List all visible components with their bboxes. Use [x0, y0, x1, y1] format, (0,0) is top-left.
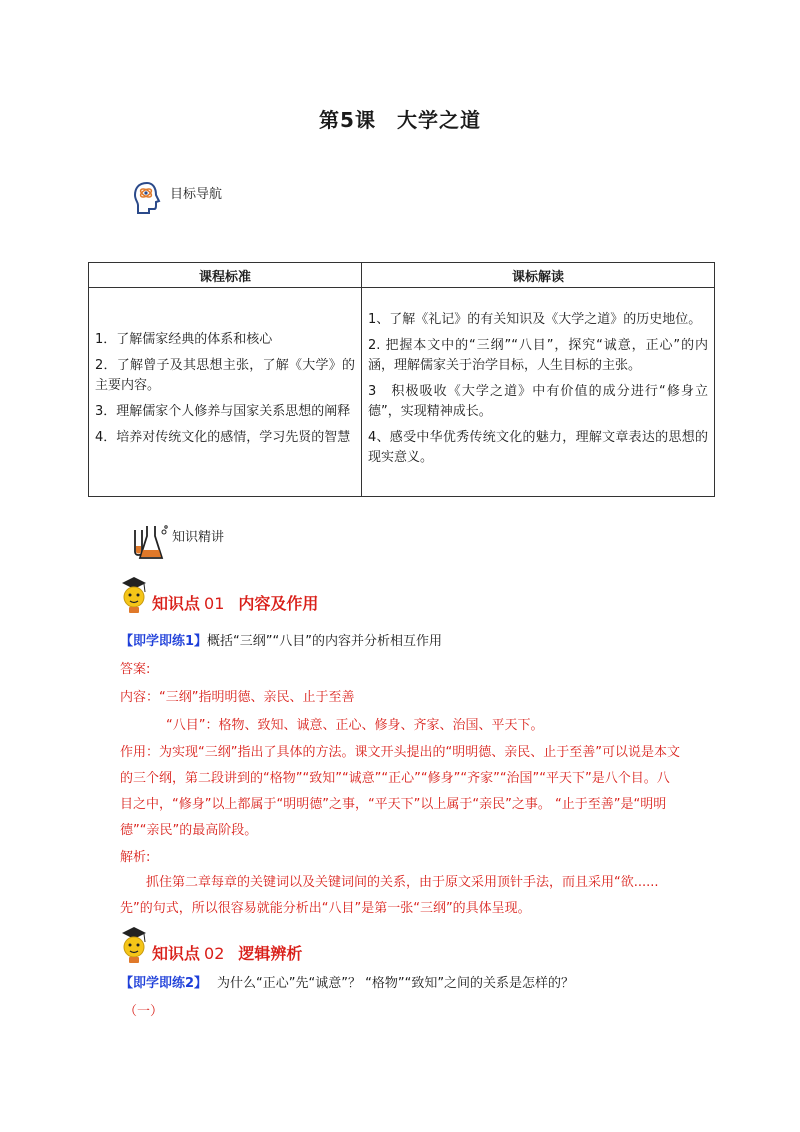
table-row — [89, 288, 715, 497]
kp2-title: 逻辑辨析 — [238, 944, 303, 963]
knowledge-label: 知识精讲 — [172, 530, 225, 545]
standard-item-2: 2．了解曾子及其思想主张，了解《大学》的主要内容。 — [95, 358, 355, 393]
standard-item-3: 3．理解儒家个人修养与国家关系思想的阐释 — [95, 404, 351, 419]
knowledge-point-2-heading — [118, 924, 302, 966]
standard-item-4: 4．培养对传统文化的感情，学习先贤的智慧 — [95, 430, 351, 445]
exercise-2-text: 为什么“正心”先“诚意”？ “格物”“致知”之间的关系是怎样的？ — [217, 976, 575, 991]
kp1-prefix: 知识点 — [152, 594, 201, 613]
answer-bamu-line: “八目”：格物、致知、诚意、正心、修身、齐家、治国、平天下。 — [166, 718, 544, 733]
kp1-number: 01 — [204, 594, 225, 613]
kp2-prefix: 知识点 — [152, 944, 201, 963]
page-title: 第5课 大学之道 — [319, 108, 481, 132]
brain-head-icon — [132, 180, 162, 216]
answer-label: 答案: — [120, 662, 151, 677]
interpretation-cell — [362, 288, 715, 497]
knowledge-section-header — [130, 522, 224, 562]
header-course-standard: 课程标准 — [89, 263, 362, 288]
knowledge-point-1-heading — [118, 574, 318, 616]
exercise-2 — [120, 974, 574, 994]
exercise-1-tag: 【即学即练1】 — [120, 634, 208, 649]
exercise-2-tag: 【即学即练2】 — [120, 976, 208, 991]
exercise-1-text: 概括“三纲”“八目”的内容并分析相互作用 — [207, 634, 442, 649]
analysis-label: 解析: — [120, 850, 151, 865]
interpretation-item-1: 1、了解《礼记》的有关知识及《大学之道》的历史地位。 — [368, 312, 702, 327]
goal-navigation-label: 目标导航 — [170, 187, 223, 202]
exercise-1 — [120, 632, 442, 652]
sub-section-marker: （一） — [124, 1004, 164, 1019]
kp1-title: 内容及作用 — [238, 594, 319, 613]
scholar-bulb-icon — [118, 574, 150, 616]
kp2-number: 02 — [204, 944, 225, 963]
standard-item-1: 1．了解儒家经典的体系和核心 — [95, 332, 273, 347]
goal-navigation — [132, 180, 222, 216]
analysis-paragraph: 抓住第二章每章的关键词以及关键词间的关系，由于原文采用顶针手法，而且采用“欲......先”的句式，所以很容易就能分析出“八目”是第一张“三纲”的具体呈现。 — [120, 875, 659, 916]
interpretation-item-2: 2. 把握本文中的“三纲”“八目”，探究“诚意，正心”的内涵，理解儒家关于治学目标，人生目标的主张。 — [368, 338, 708, 373]
curriculum-table — [88, 262, 715, 497]
interpretation-item-4: 4、感受中华优秀传统文化的魅力，理解文章表达的思想的现实意义。 — [368, 430, 708, 465]
lab-flask-icon — [130, 522, 170, 562]
header-standard-interpretation: 课标解读 — [362, 263, 715, 288]
interpretation-item-3: 3 积极吸收《大学之道》中有价值的成分进行“修身立德”，实现精神成长。 — [368, 384, 708, 419]
scholar-bulb-icon — [118, 924, 150, 966]
answer-effect-paragraph: 作用：为实现“三纲”指出了具体的方法。课文开头提出的“明明德、亲民、止于至善”可以说是本文的三个纲，第二段讲到的“格物”“致知”“诚意”“正心”“修身”“齐家”“治国”“平天下”是八个目。八目之中，“修身”以上都属于“明明德”之事，“平天下”以上属于“亲民”之事。 “止于至善”是“明明德”“亲民”的最高阶段。 — [120, 745, 680, 838]
answer-content-line: 内容：“三纲”指明明德、亲民、止于至善 — [120, 690, 355, 705]
table-header-row — [89, 263, 715, 288]
course-standard-cell — [89, 288, 362, 497]
